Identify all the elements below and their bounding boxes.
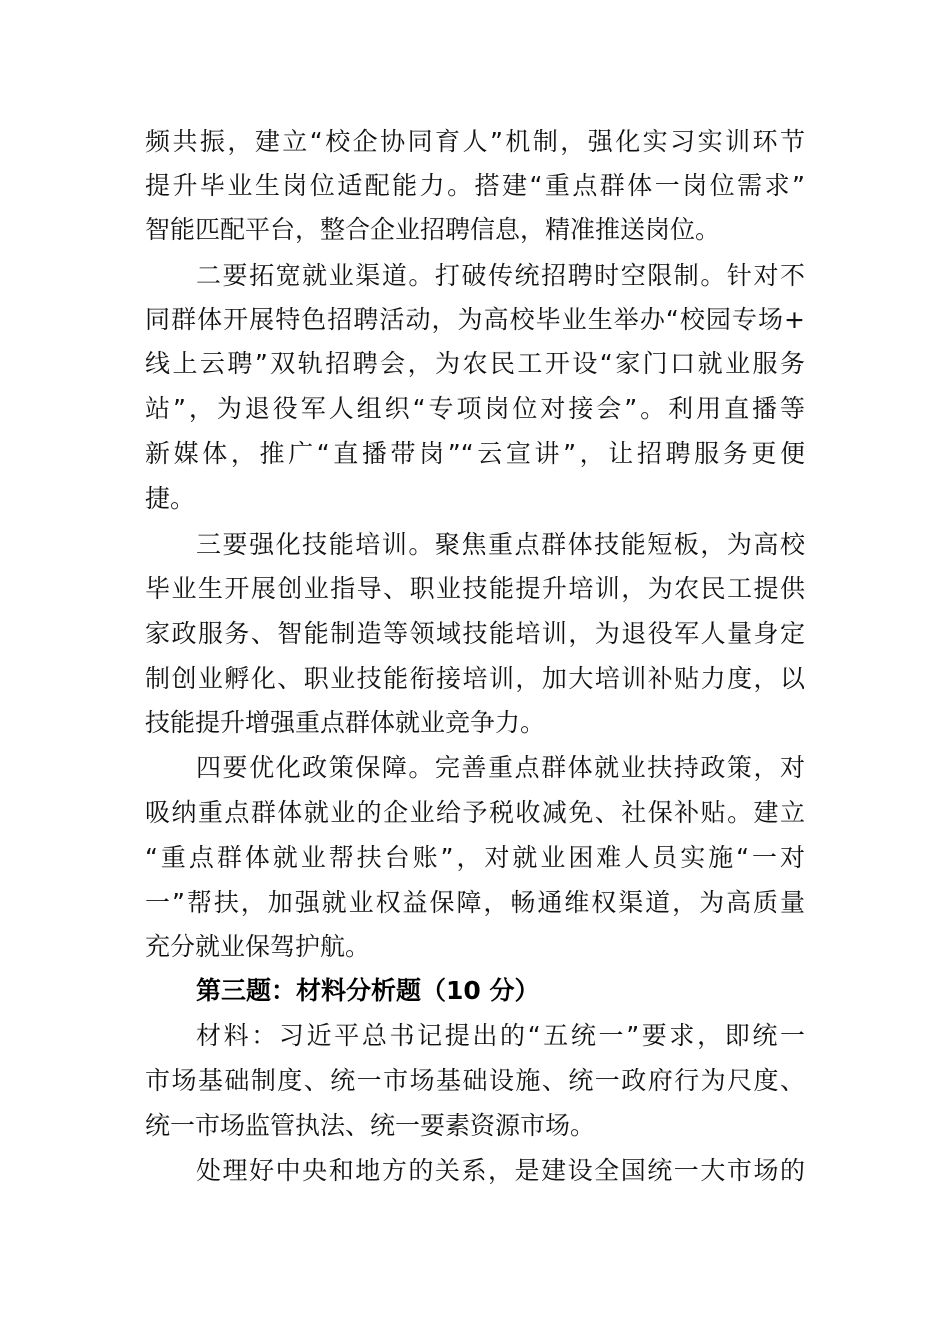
paragraph-2-line-5: 新媒体，推广“直播带岗”“云宣讲”，让招聘服务更便 [145, 439, 805, 468]
paragraph-5-line-3: 统一市场监管执法、统一要素资源市场。 [145, 1111, 596, 1140]
paragraph-1-line-2: 提升毕业生岗位适配能力。搭建“重点群体一岗位需求” [145, 171, 805, 200]
paragraph-4-line-3: “重点群体就业帮扶台账”，对就业困难人员实施“一对 [145, 843, 805, 872]
paragraph-2-line-6: 捷。 [145, 484, 196, 513]
paragraph-1-line-1: 频共振，建立“校企协同育人”机制，强化实习实训环节 [145, 127, 805, 156]
paragraph-2-line-4: 站”，为退役军人组织“专项岗位对接会”。利用直播等 [145, 394, 805, 423]
paragraph-2-line-1: 二要拓宽就业渠道。打破传统招聘时空限制。针对不 [196, 261, 805, 290]
paragraph-1-line-3: 智能匹配平台，整合企业招聘信息，精准推送岗位。 [145, 215, 721, 244]
paragraph-3-line-2: 毕业生开展创业指导、职业技能提升培训，为农民工提供 [145, 574, 805, 603]
paragraph-5-line-1: 材料：习近平总书记提出的“五统一”要求，即统一 [196, 1021, 805, 1050]
paragraph-4-line-2: 吸纳重点群体就业的企业给予税收减免、社保补贴。建立 [145, 798, 805, 827]
paragraph-5-line-2: 市场基础制度、统一市场基础设施、统一政府行为尺度、 [145, 1066, 805, 1095]
paragraph-3-line-3: 家政服务、智能制造等领域技能培训，为退役军人量身定 [145, 619, 805, 648]
section-heading: 第三题：材料分析题（10 分） [196, 976, 540, 1005]
paragraph-3-line-1: 三要强化技能培训。聚焦重点群体技能短板，为高校 [196, 530, 805, 559]
paragraph-2-line-2: 同群体开展特色招聘活动，为高校毕业生举办“校园专场+ [145, 305, 805, 334]
paragraph-3-line-5: 技能提升增强重点群体就业竞争力。 [145, 708, 546, 737]
paragraph-4-line-4: 一”帮扶，加强就业权益保障，畅通维权渠道，为高质量 [145, 888, 805, 917]
paragraph-6-line-1: 处理好中央和地方的关系，是建设全国统一大市场的 [196, 1156, 805, 1185]
paragraph-4-line-1: 四要优化政策保障。完善重点群体就业扶持政策，对 [196, 753, 805, 782]
paragraph-2-line-3: 线上云聘”双轨招聘会，为农民工开设“家门口就业服务 [145, 349, 805, 378]
paragraph-3-line-4: 制创业孵化、职业技能衔接培训，加大培训补贴力度，以 [145, 664, 805, 693]
paragraph-4-line-5: 充分就业保驾护航。 [145, 932, 371, 961]
